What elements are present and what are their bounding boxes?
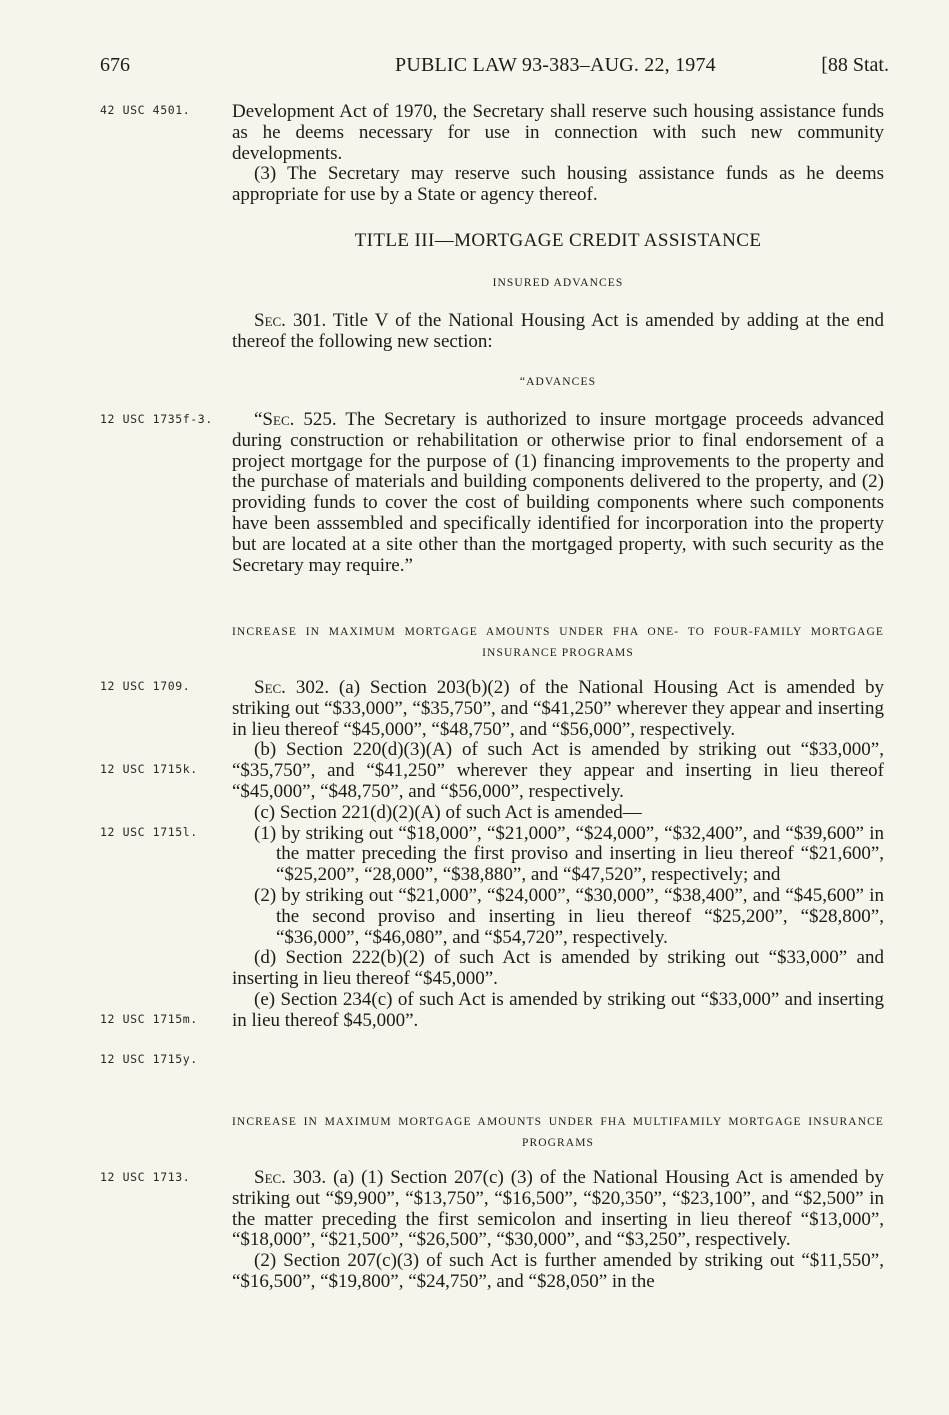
margin-note: 12 USC 1709. xyxy=(100,679,191,693)
margin-note: 12 USC 1715k. xyxy=(100,762,198,776)
paragraph: (2) Section 207(c)(3) of such Act is further amended by striking out “$11,550”, “$16,500”, “$19,800”, “$24,750”, and “$28,050” in the xyxy=(232,1250,884,1292)
margin-note: 42 USC 4501. xyxy=(100,103,191,117)
section-302 xyxy=(232,678,884,1032)
paragraph: (d) Section 222(b)(2) of such Act is amended by striking out “$33,000” and inserting in lieu thereof “$45,000”. xyxy=(232,947,884,990)
page-number: 676 xyxy=(100,54,130,76)
margin-note: 12 USC 1715y. xyxy=(100,1052,198,1066)
section-303 xyxy=(232,1168,884,1293)
section-text: 525. The Secretary is authorized to insure mortgage proceeds advanced during construction or rehabilitation or otherwise prior to final endorsement of a project mortgage for the purpose of (1) financing improvements to the property and the purchase of materials and building components delivered to the property, and (2) providing funds to cover the cost of building components where such components have been asssembled and specifically identified for incorporation into the property but are located at a site other than the mortgaged property, with such security as the Secretary may require.” xyxy=(232,409,884,576)
section-heading: INCREASE IN MAXIMUM MORTGAGE AMOUNTS UNDER FHA MULTIFAMILY MORTGAGE INSURANCE PROGRAMS xyxy=(232,1116,884,1149)
section-525 xyxy=(232,410,884,576)
section-heading: INCREASE IN MAXIMUM MORTGAGE AMOUNTS UNDER FHA ONE- TO FOUR-FAMILY MORTGAGE INSURANCE PROGRAMS xyxy=(232,626,884,659)
paragraph: Development Act of 1970, the Secretary shall reserve such housing assistance funds as he deems necessary for use in connection with such new community developments. xyxy=(232,101,884,164)
margin-note: 12 USC 1713. xyxy=(100,1170,191,1184)
margin-note: 12 USC 1735f-3. xyxy=(100,412,213,426)
running-title: PUBLIC LAW 93-383–AUG. 22, 1974 xyxy=(395,54,716,76)
paragraph: (b) Section 220(d)(3)(A) of such Act is amended by striking out “$33,000”, “$35,750”, and “$41,250” wherever they appear and inserting in lieu thereof “$45,000”, “$48,750”, and “$56,000”, respectively. xyxy=(232,739,884,802)
margin-note: 12 USC 1715l. xyxy=(100,825,198,839)
section-text: 302. (a) Section 203(b)(2) of the National Housing Act is amended by striking out “$33,000”, “$35,750”, and “$41,250” wherever they appear and inserting in lieu thereof “$45,000”, “$48,750”, and “$56,000”, respectively. xyxy=(232,677,884,740)
section-heading: “ADVANCES xyxy=(519,376,597,388)
section-lead: Sec. xyxy=(254,677,286,698)
section-lead: Sec. xyxy=(254,310,286,331)
section-lead: Sec. xyxy=(254,1167,286,1188)
section-301 xyxy=(232,311,884,353)
statute-volume: [88 Stat. xyxy=(821,54,889,76)
section-lead: “Sec. xyxy=(254,409,295,430)
paragraph: (3) The Secretary may reserve such housing assistance funds as he deems appropriate for use by a State or agency thereof. xyxy=(232,163,884,206)
paragraph: (e) Section 234(c) of such Act is amended by striking out “$33,000” and inserting in lieu thereof $45,000”. xyxy=(232,988,884,1031)
section-heading: INSURED ADVANCES xyxy=(492,277,624,289)
paragraph: (1) by striking out “$18,000”, “$21,000”, “$24,000”, “$32,400”, and “$39,600” in the matter preceding the first proviso and inserting in lieu thereof “$21,600”, “$25,200”, “28,000”, “$38,880”, and “$47,520”, respectively; and xyxy=(254,822,884,886)
continuation-paragraphs xyxy=(232,102,884,206)
margin-note: 12 USC 1715m. xyxy=(100,1012,198,1026)
title-heading: TITLE III—MORTGAGE CREDIT ASSISTANCE xyxy=(354,230,762,251)
section-text: 301. Title V of the National Housing Act is amended by adding at the end thereof the following new section: xyxy=(232,310,885,352)
section-text: 303. (a) (1) Section 207(c) (3) of the National Housing Act is amended by striking out “$9,900”, “$13,750”, “$16,500”, “$20,350”, “$23,100”, and “$2,500” in the matter preceding the first semicolon and inserting in lieu thereof “$13,000”, “$18,000”, “$21,500”, “$26,500”, “$30,000”, and “$3,250”, respectively. xyxy=(232,1167,884,1251)
page-header xyxy=(100,54,889,84)
paragraph: (c) Section 221(d)(2)(A) of such Act is amended— xyxy=(254,801,642,823)
paragraph: (2) by striking out “$21,000”, “$24,000”, “$30,000”, “$38,400”, and “$45,600” in the second proviso and inserting in lieu thereof “$25,200”, “$28,800”, “$36,000”, “$46,080”, and “$54,720”, respectively. xyxy=(254,884,884,948)
